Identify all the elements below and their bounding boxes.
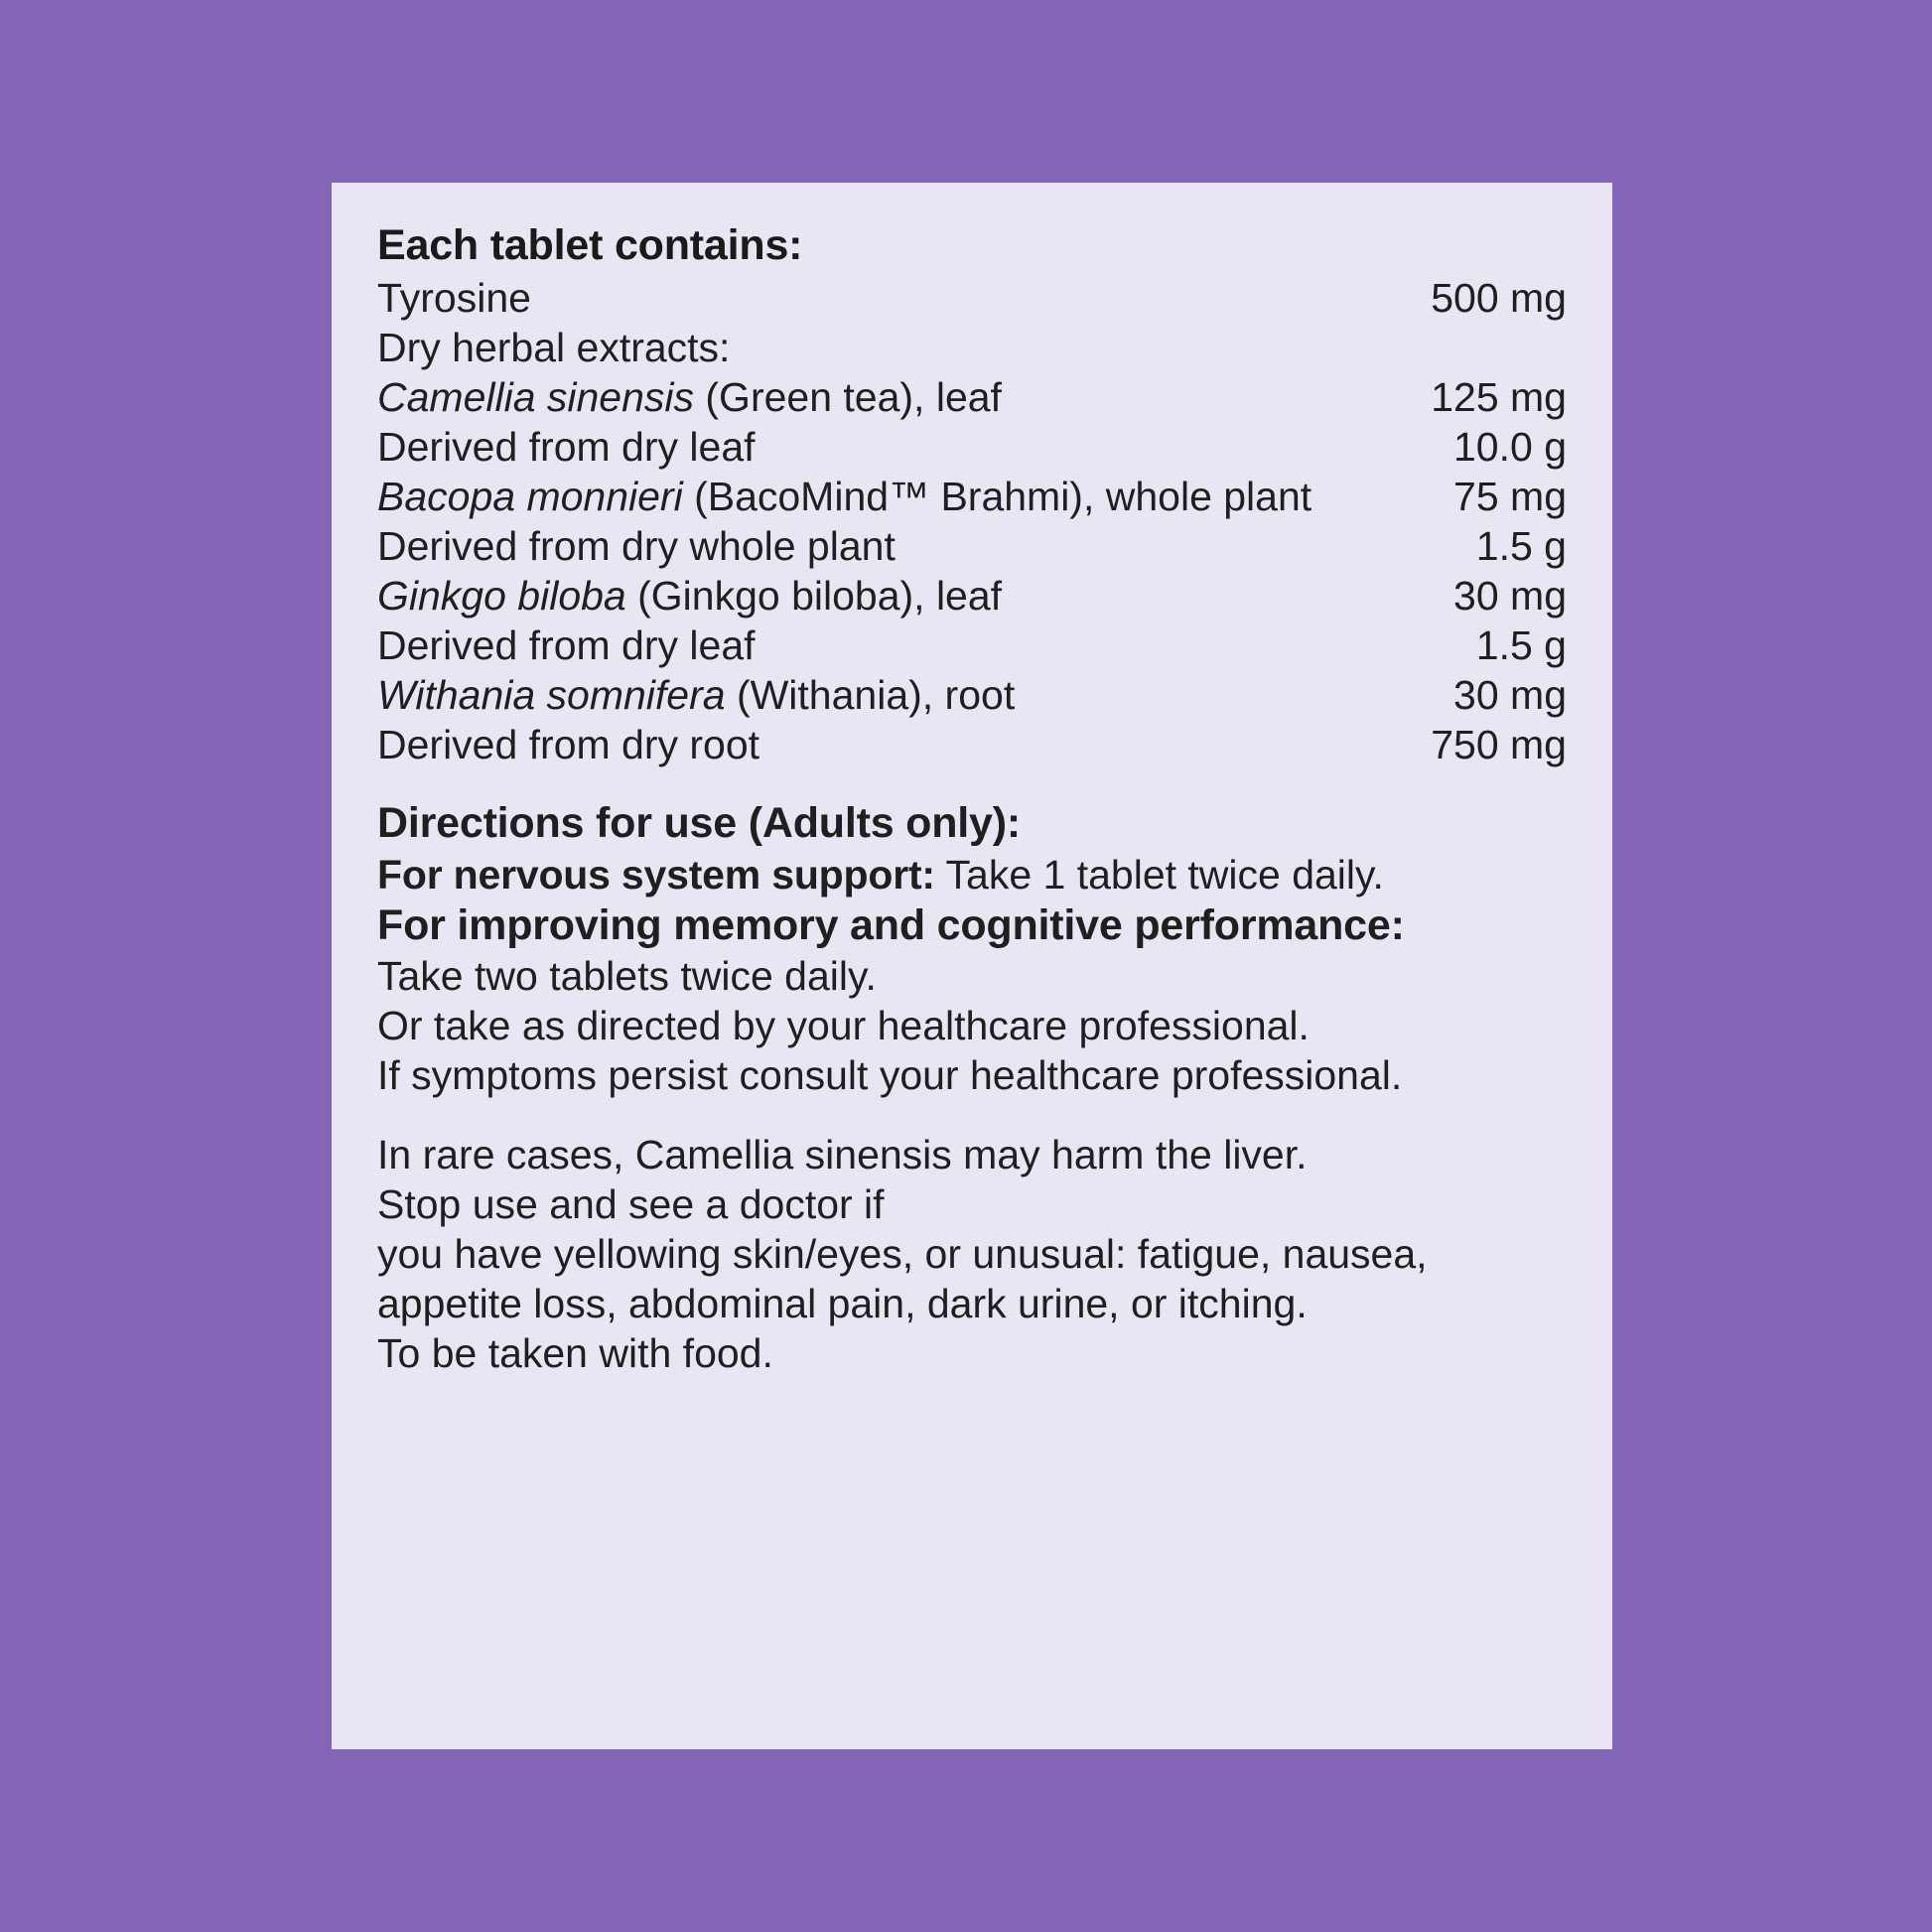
supplement-label-panel: [332, 183, 1612, 1749]
ingredient-name: Derived from dry leaf: [377, 424, 756, 471]
ingredient-name: Bacopa monnieri (BacoMind™ Brahmi), whole plant: [377, 474, 1312, 520]
ingredient-amount: 500 mg: [1431, 275, 1567, 322]
table-row: [377, 323, 1567, 372]
ingredients-heading: Each tablet contains:: [377, 221, 803, 269]
ingredient-amount: 30 mg: [1453, 573, 1567, 620]
directions-persist-line: If symptoms persist consult your healthcare professional.: [377, 1052, 1403, 1099]
directions-block: [377, 797, 1567, 1100]
ingredient-amount: [1399, 323, 1567, 372]
warning-line: Stop use and see a doctor if: [377, 1181, 885, 1228]
table-row: [377, 720, 1567, 769]
directions-memory-heading: For improving memory and cognitive performance:: [377, 900, 1405, 949]
ingredient-amount: 750 mg: [1431, 722, 1567, 768]
ingredient-name: Derived from dry whole plant: [377, 523, 896, 570]
table-row: [377, 372, 1567, 422]
directions-alternate-line: Or take as directed by your healthcare professional.: [377, 1003, 1310, 1049]
ingredient-amount: 125 mg: [1431, 374, 1567, 421]
ingredient-amount: 75 mg: [1453, 474, 1567, 520]
table-row: [377, 571, 1567, 621]
table-row: [377, 621, 1567, 670]
table-row: [377, 472, 1567, 521]
directions-nervous-line: For nervous system support: Take 1 tablet twice daily.: [377, 851, 1384, 897]
ingredient-amount: 1.5 g: [1475, 523, 1567, 570]
ingredient-name: Derived from dry root: [377, 722, 760, 768]
ingredient-amount: 10.0 g: [1453, 424, 1567, 471]
ingredient-name: Camellia sinensis (Green tea), leaf: [377, 374, 1002, 421]
warnings-block: [377, 1130, 1567, 1378]
ingredient-name: Derived from dry leaf: [377, 622, 756, 669]
table-row: [377, 670, 1567, 720]
table-row: [377, 422, 1567, 472]
ingredient-name: Dry herbal extracts:: [377, 325, 731, 371]
warning-line: you have yellowing skin/eyes, or unusual: fatigue, nausea,: [377, 1231, 1428, 1278]
directions-heading: Directions for use (Adults only):: [377, 799, 1021, 848]
ingredient-amount: 30 mg: [1453, 672, 1567, 719]
ingredients-table: [377, 273, 1567, 769]
ingredient-name: Withania somnifera (Withania), root: [377, 672, 1016, 719]
warning-line: In rare cases, Camellia sinensis may harm the liver.: [377, 1132, 1308, 1178]
ingredient-name: Tyrosine: [377, 275, 531, 322]
warning-line: To be taken with food.: [377, 1330, 773, 1377]
warning-line: appetite loss, abdominal pain, dark urine, or itching.: [377, 1281, 1308, 1327]
ingredient-amount: 1.5 g: [1475, 622, 1567, 669]
directions-memory-line: Take two tablets twice daily.: [377, 953, 877, 1000]
table-row: [377, 521, 1567, 571]
table-row: [377, 273, 1567, 323]
ingredient-name: Ginkgo biloba (Ginkgo biloba), leaf: [377, 573, 1003, 620]
